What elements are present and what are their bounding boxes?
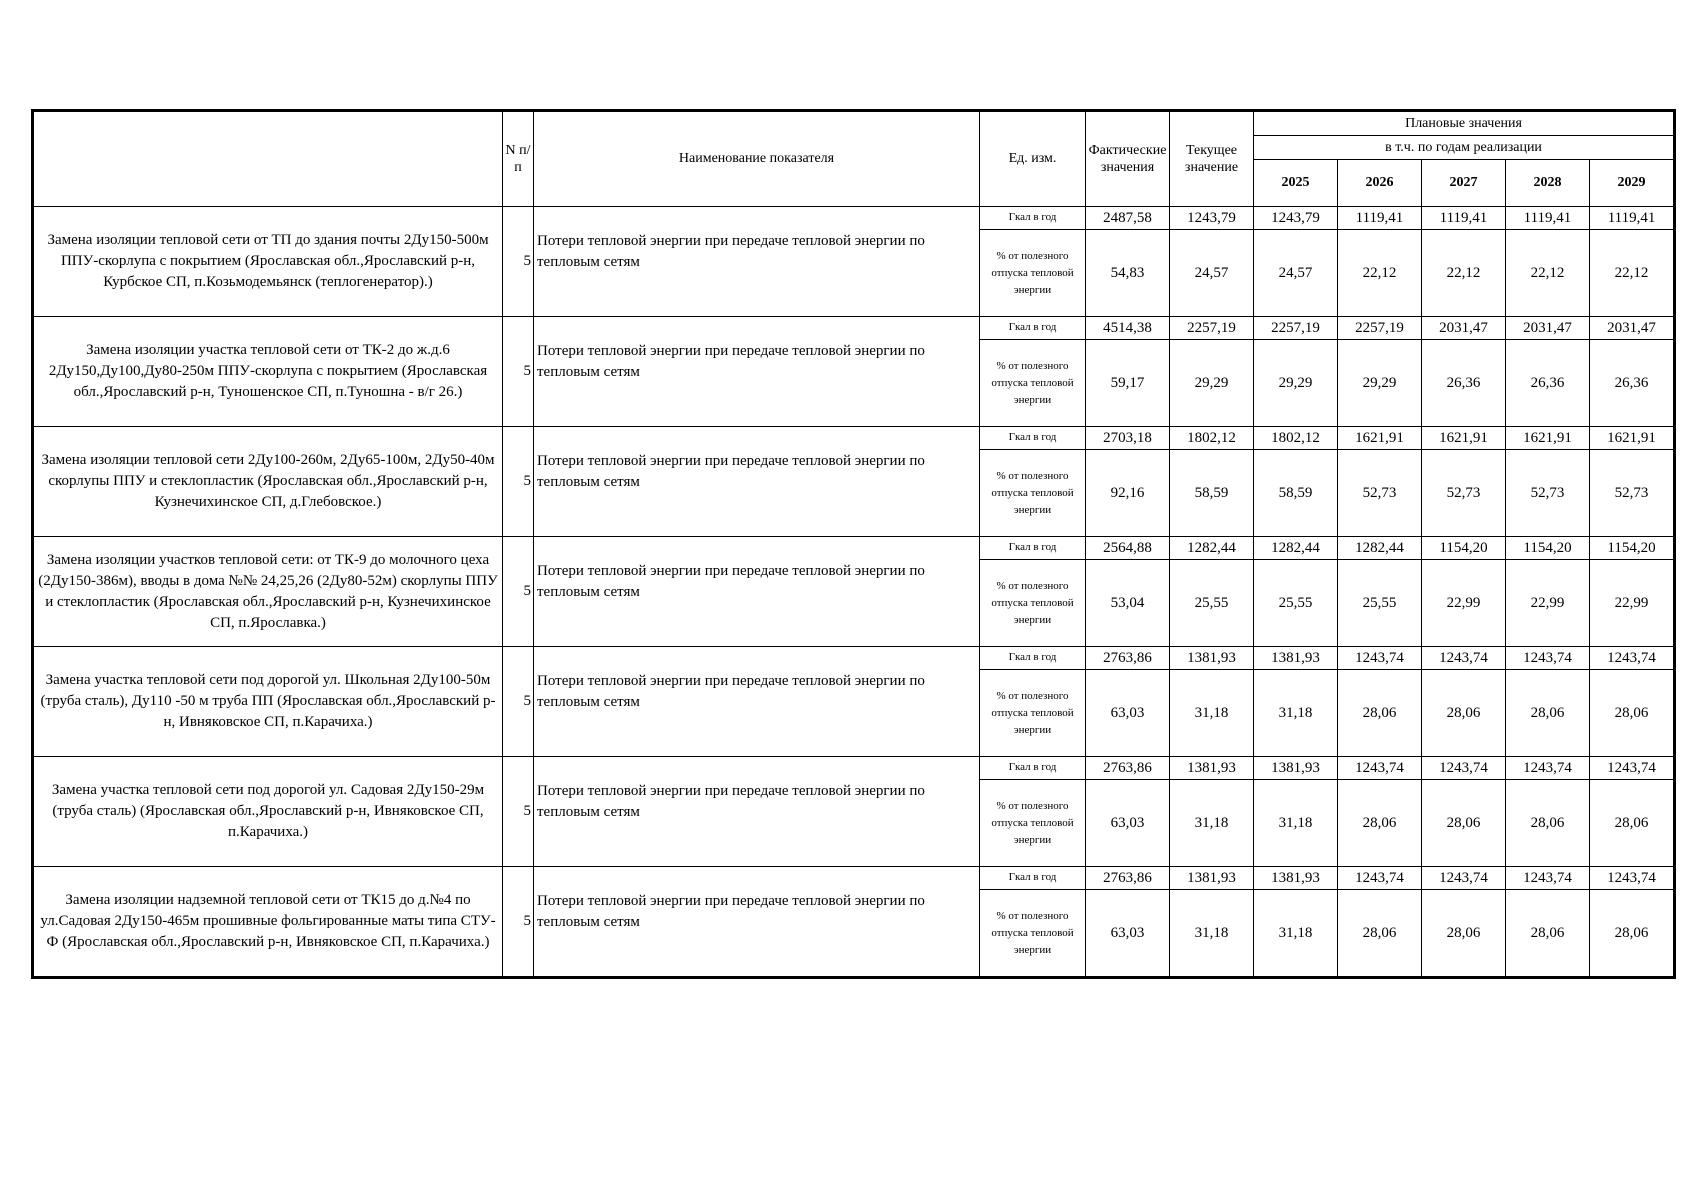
value-cell: 1381,93 <box>1254 867 1338 890</box>
value-cell: 63,03 <box>1086 780 1170 867</box>
project-name: Замена изоляции участка тепловой сети от ТК-2 до ж.д.6 2Ду150,Ду100,Ду80-250м ППУ-скорлупа с покрытием (Ярославская обл.,Ярославский р-н, Туношенское СП, п.Туношна - в/г 26.) <box>33 317 503 427</box>
row-number: 5 <box>503 647 534 757</box>
value-cell: 1119,41 <box>1338 207 1422 230</box>
value-cell: 29,29 <box>1338 340 1422 427</box>
value-cell: 29,29 <box>1254 340 1338 427</box>
indicators-table <box>31 109 1676 979</box>
value-cell: 1243,74 <box>1338 867 1422 890</box>
unit-percent: % от полезного отпуска тепловой энергии <box>980 890 1086 978</box>
value-cell: 22,12 <box>1590 230 1675 317</box>
row-number: 5 <box>503 867 534 978</box>
value-cell: 22,12 <box>1422 230 1506 317</box>
value-cell: 28,06 <box>1590 890 1675 978</box>
value-cell: 24,57 <box>1170 230 1254 317</box>
value-cell: 2763,86 <box>1086 757 1170 780</box>
value-cell: 2031,47 <box>1506 317 1590 340</box>
value-cell: 28,06 <box>1590 670 1675 757</box>
value-cell: 31,18 <box>1170 780 1254 867</box>
header-planned: Плановые значения <box>1254 111 1675 136</box>
header-year: 2028 <box>1506 160 1590 207</box>
row-number: 5 <box>503 317 534 427</box>
project-name: Замена изоляции тепловой сети от ТП до здания почты 2Ду150-500м ППУ-скорлупа с покрытием (Ярославская обл.,Ярославский р-н, Курбское СП, п.Козьмодемьянск (теплогенератор).) <box>33 207 503 317</box>
value-cell: 22,12 <box>1338 230 1422 317</box>
value-cell: 31,18 <box>1254 780 1338 867</box>
value-cell: 22,99 <box>1590 560 1675 647</box>
value-cell: 2257,19 <box>1254 317 1338 340</box>
unit-gcal: Гкал в год <box>980 317 1086 340</box>
value-cell: 92,16 <box>1086 450 1170 537</box>
value-cell: 1243,74 <box>1422 867 1506 890</box>
indicator-name: Потери тепловой энергии при передаче тепловой энергии по тепловым сетям <box>534 537 980 647</box>
unit-gcal: Гкал в год <box>980 867 1086 890</box>
value-cell: 1154,20 <box>1506 537 1590 560</box>
row-number: 5 <box>503 427 534 537</box>
value-cell: 26,36 <box>1422 340 1506 427</box>
value-cell: 52,73 <box>1506 450 1590 537</box>
indicator-name: Потери тепловой энергии при передаче тепловой энергии по тепловым сетям <box>534 317 980 427</box>
unit-percent: % от полезного отпуска тепловой энергии <box>980 230 1086 317</box>
unit-gcal: Гкал в год <box>980 427 1086 450</box>
header-num: N п/п <box>503 111 534 207</box>
indicator-name: Потери тепловой энергии при передаче тепловой энергии по тепловым сетям <box>534 647 980 757</box>
value-cell: 25,55 <box>1338 560 1422 647</box>
value-cell: 1621,91 <box>1506 427 1590 450</box>
indicator-name: Потери тепловой энергии при передаче тепловой энергии по тепловым сетям <box>534 867 980 978</box>
value-cell: 31,18 <box>1254 670 1338 757</box>
value-cell: 1381,93 <box>1254 757 1338 780</box>
value-cell: 1381,93 <box>1170 867 1254 890</box>
value-cell: 1802,12 <box>1170 427 1254 450</box>
value-cell: 1243,74 <box>1338 647 1422 670</box>
unit-percent: % от полезного отпуска тепловой энергии <box>980 450 1086 537</box>
value-cell: 63,03 <box>1086 670 1170 757</box>
value-cell: 28,06 <box>1338 890 1422 978</box>
unit-gcal: Гкал в год <box>980 207 1086 230</box>
value-cell: 25,55 <box>1254 560 1338 647</box>
value-cell: 28,06 <box>1338 670 1422 757</box>
value-cell: 28,06 <box>1506 890 1590 978</box>
value-cell: 29,29 <box>1170 340 1254 427</box>
value-cell: 28,06 <box>1422 890 1506 978</box>
project-name: Замена участка тепловой сети под дорогой ул. Садовая 2Ду150-29м (труба сталь) (Ярославская обл.,Ярославский р-н, Ивняковское СП, п.Карачиха.) <box>33 757 503 867</box>
project-name: Замена изоляции тепловой сети 2Ду100-260м, 2Ду65-100м, 2Ду50-40м скорлупы ППУ и стеклопластик (Ярославская обл.,Ярославский р-н, Кузнечихинское СП, д.Глебовское.) <box>33 427 503 537</box>
value-cell: 1243,79 <box>1254 207 1338 230</box>
value-cell: 22,99 <box>1422 560 1506 647</box>
value-cell: 1243,79 <box>1170 207 1254 230</box>
value-cell: 26,36 <box>1590 340 1675 427</box>
value-cell: 22,99 <box>1506 560 1590 647</box>
unit-gcal: Гкал в год <box>980 757 1086 780</box>
value-cell: 22,12 <box>1506 230 1590 317</box>
value-cell: 1802,12 <box>1254 427 1338 450</box>
value-cell: 1119,41 <box>1590 207 1675 230</box>
value-cell: 2257,19 <box>1170 317 1254 340</box>
row-number: 5 <box>503 207 534 317</box>
value-cell: 1282,44 <box>1254 537 1338 560</box>
value-cell: 26,36 <box>1506 340 1590 427</box>
header-indicator: Наименование показателя <box>534 111 980 207</box>
project-name: Замена участка тепловой сети под дорогой ул. Школьная 2Ду100-50м (труба сталь), Ду110 -50 м труба ПП (Ярославская обл.,Ярославский р-н, Ивняковское СП, п.Карачиха.) <box>33 647 503 757</box>
header-year: 2029 <box>1590 160 1675 207</box>
value-cell: 1243,74 <box>1338 757 1422 780</box>
value-cell: 1381,93 <box>1170 647 1254 670</box>
value-cell: 28,06 <box>1590 780 1675 867</box>
value-cell: 1243,74 <box>1422 757 1506 780</box>
value-cell: 1243,74 <box>1590 647 1675 670</box>
value-cell: 1119,41 <box>1506 207 1590 230</box>
value-cell: 52,73 <box>1422 450 1506 537</box>
value-cell: 28,06 <box>1422 670 1506 757</box>
value-cell: 31,18 <box>1254 890 1338 978</box>
value-cell: 31,18 <box>1170 890 1254 978</box>
header-year: 2027 <box>1422 160 1506 207</box>
value-cell: 28,06 <box>1506 670 1590 757</box>
value-cell: 1621,91 <box>1590 427 1675 450</box>
indicator-name: Потери тепловой энергии при передаче тепловой энергии по тепловым сетям <box>534 207 980 317</box>
value-cell: 4514,38 <box>1086 317 1170 340</box>
value-cell: 2031,47 <box>1590 317 1675 340</box>
indicator-name: Потери тепловой энергии при передаче тепловой энергии по тепловым сетям <box>534 427 980 537</box>
project-name: Замена изоляции надземной тепловой сети от ТК15 до д.№4 по ул.Садовая 2Ду150-465м прошивные фольгированные маты типа СТУ-Ф (Ярославская обл.,Ярославский р-н, Ивняковское СП, п.Карачиха.) <box>33 867 503 978</box>
value-cell: 2763,86 <box>1086 647 1170 670</box>
value-cell: 1243,74 <box>1506 647 1590 670</box>
header-project-cell <box>33 111 503 207</box>
value-cell: 1154,20 <box>1590 537 1675 560</box>
unit-percent: % от полезного отпуска тепловой энергии <box>980 560 1086 647</box>
header-actual: Фактические значения <box>1086 111 1170 207</box>
value-cell: 1621,91 <box>1338 427 1422 450</box>
value-cell: 28,06 <box>1422 780 1506 867</box>
value-cell: 24,57 <box>1254 230 1338 317</box>
header-year: 2026 <box>1338 160 1422 207</box>
row-number: 5 <box>503 757 534 867</box>
value-cell: 1243,74 <box>1506 757 1590 780</box>
value-cell: 2257,19 <box>1338 317 1422 340</box>
value-cell: 59,17 <box>1086 340 1170 427</box>
value-cell: 28,06 <box>1506 780 1590 867</box>
value-cell: 58,59 <box>1170 450 1254 537</box>
header-by-years: в т.ч. по годам реализации <box>1254 136 1675 160</box>
unit-percent: % от полезного отпуска тепловой энергии <box>980 670 1086 757</box>
value-cell: 52,73 <box>1338 450 1422 537</box>
project-name: Замена изоляции участков тепловой сети: от ТК-9 до молочного цеха (2Ду150-386м), вводы в дома №№ 24,25,26 (2Ду80-52м) скорлупы ППУ и стеклопластик (Ярославская обл.,Ярославский р-н, Кузнечихинское СП, п.Ярославка.) <box>33 537 503 647</box>
row-number: 5 <box>503 537 534 647</box>
value-cell: 2487,58 <box>1086 207 1170 230</box>
value-cell: 52,73 <box>1590 450 1675 537</box>
value-cell: 28,06 <box>1338 780 1422 867</box>
value-cell: 1243,74 <box>1506 867 1590 890</box>
unit-percent: % от полезного отпуска тепловой энергии <box>980 340 1086 427</box>
value-cell: 1621,91 <box>1422 427 1506 450</box>
value-cell: 2564,88 <box>1086 537 1170 560</box>
value-cell: 63,03 <box>1086 890 1170 978</box>
value-cell: 53,04 <box>1086 560 1170 647</box>
value-cell: 31,18 <box>1170 670 1254 757</box>
value-cell: 1243,74 <box>1422 647 1506 670</box>
value-cell: 1282,44 <box>1338 537 1422 560</box>
header-year: 2025 <box>1254 160 1338 207</box>
value-cell: 58,59 <box>1254 450 1338 537</box>
value-cell: 25,55 <box>1170 560 1254 647</box>
value-cell: 1154,20 <box>1422 537 1506 560</box>
unit-percent: % от полезного отпуска тепловой энергии <box>980 780 1086 867</box>
value-cell: 1243,74 <box>1590 867 1675 890</box>
indicator-name: Потери тепловой энергии при передаче тепловой энергии по тепловым сетям <box>534 757 980 867</box>
value-cell: 2031,47 <box>1422 317 1506 340</box>
header-current: Текущее значение <box>1170 111 1254 207</box>
value-cell: 54,83 <box>1086 230 1170 317</box>
value-cell: 1381,93 <box>1254 647 1338 670</box>
value-cell: 2763,86 <box>1086 867 1170 890</box>
value-cell: 1381,93 <box>1170 757 1254 780</box>
unit-gcal: Гкал в год <box>980 537 1086 560</box>
value-cell: 1282,44 <box>1170 537 1254 560</box>
value-cell: 2703,18 <box>1086 427 1170 450</box>
value-cell: 1243,74 <box>1590 757 1675 780</box>
unit-gcal: Гкал в год <box>980 647 1086 670</box>
header-unit: Ед. изм. <box>980 111 1086 207</box>
value-cell: 1119,41 <box>1422 207 1506 230</box>
